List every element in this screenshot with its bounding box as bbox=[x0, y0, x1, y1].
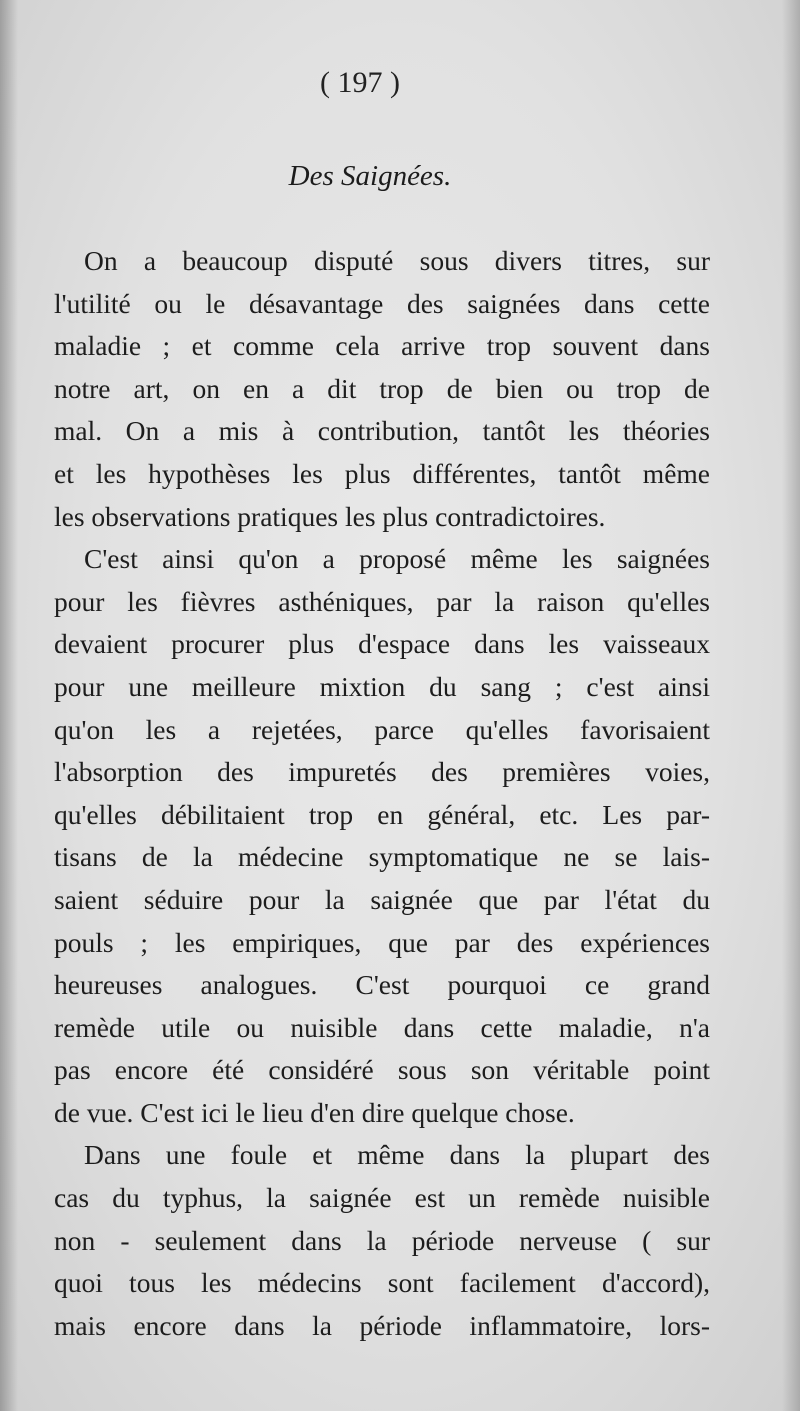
text-line: mais encore dans la période inflammatoire, lors- bbox=[54, 1309, 710, 1341]
text-line: C'est ainsi qu'on a proposé même les saignées bbox=[84, 543, 710, 575]
page-number: ( 197 ) bbox=[320, 66, 400, 99]
text-line: l'absorption des impuretés des premières voies, bbox=[54, 756, 710, 788]
text-line: de vue. C'est ici le lieu d'en dire quelque chose. bbox=[54, 1096, 575, 1128]
text-line: heureuses analogues. C'est pourquoi ce grand bbox=[54, 969, 710, 1001]
text-line: et les hypothèses les plus différentes, tantôt même bbox=[54, 457, 710, 489]
text-line: pour une meilleure mixtion du sang ; c'est ainsi bbox=[54, 670, 710, 702]
text-line: l'utilité ou le désavantage des saignées dans cette bbox=[54, 287, 710, 319]
page-edge-shadow-right bbox=[782, 0, 800, 1411]
text-line: les observations pratiques les plus contradictoires. bbox=[54, 500, 606, 532]
text-line: mal. On a mis à contribution, tantôt les théories bbox=[54, 415, 710, 447]
text-line: devaient procurer plus d'espace dans les vaisseaux bbox=[54, 628, 710, 660]
text-line: non - seulement dans la période nerveuse ( sur bbox=[54, 1224, 710, 1256]
page-edge-shadow-left bbox=[0, 0, 18, 1411]
body-text bbox=[54, 240, 710, 1347]
text-line: qu'elles débilitaient trop en général, etc. Les par- bbox=[54, 798, 710, 830]
text-line: notre art, on en a dit trop de bien ou trop de bbox=[54, 372, 710, 404]
text-line: On a beaucoup disputé sous divers titres, sur bbox=[84, 245, 710, 276]
text-line: saient séduire pour la saignée que par l'état du bbox=[54, 883, 710, 915]
text-line: quoi tous les médecins sont facilement d'accord), bbox=[54, 1267, 710, 1299]
text-line: cas du typhus, la saignée est un remède nuisible bbox=[54, 1182, 710, 1214]
text-line: pouls ; les empiriques, que par des expériences bbox=[54, 926, 710, 958]
text-line: Dans une foule et même dans la plupart des bbox=[84, 1139, 710, 1171]
text-line: qu'on les a rejetées, parce qu'elles favorisaient bbox=[54, 713, 710, 745]
text-line: pas encore été considéré sous son véritable point bbox=[54, 1054, 710, 1086]
section-heading: Des Saignées. bbox=[288, 160, 452, 192]
text-line: pour les fièvres asthéniques, par la raison qu'elles bbox=[54, 585, 710, 617]
text-line: remède utile ou nuisible dans cette maladie, n'a bbox=[54, 1011, 710, 1043]
text-line: maladie ; et comme cela arrive trop souvent dans bbox=[54, 330, 710, 362]
text-line: tisans de la médecine symptomatique ne se lais- bbox=[54, 841, 710, 873]
